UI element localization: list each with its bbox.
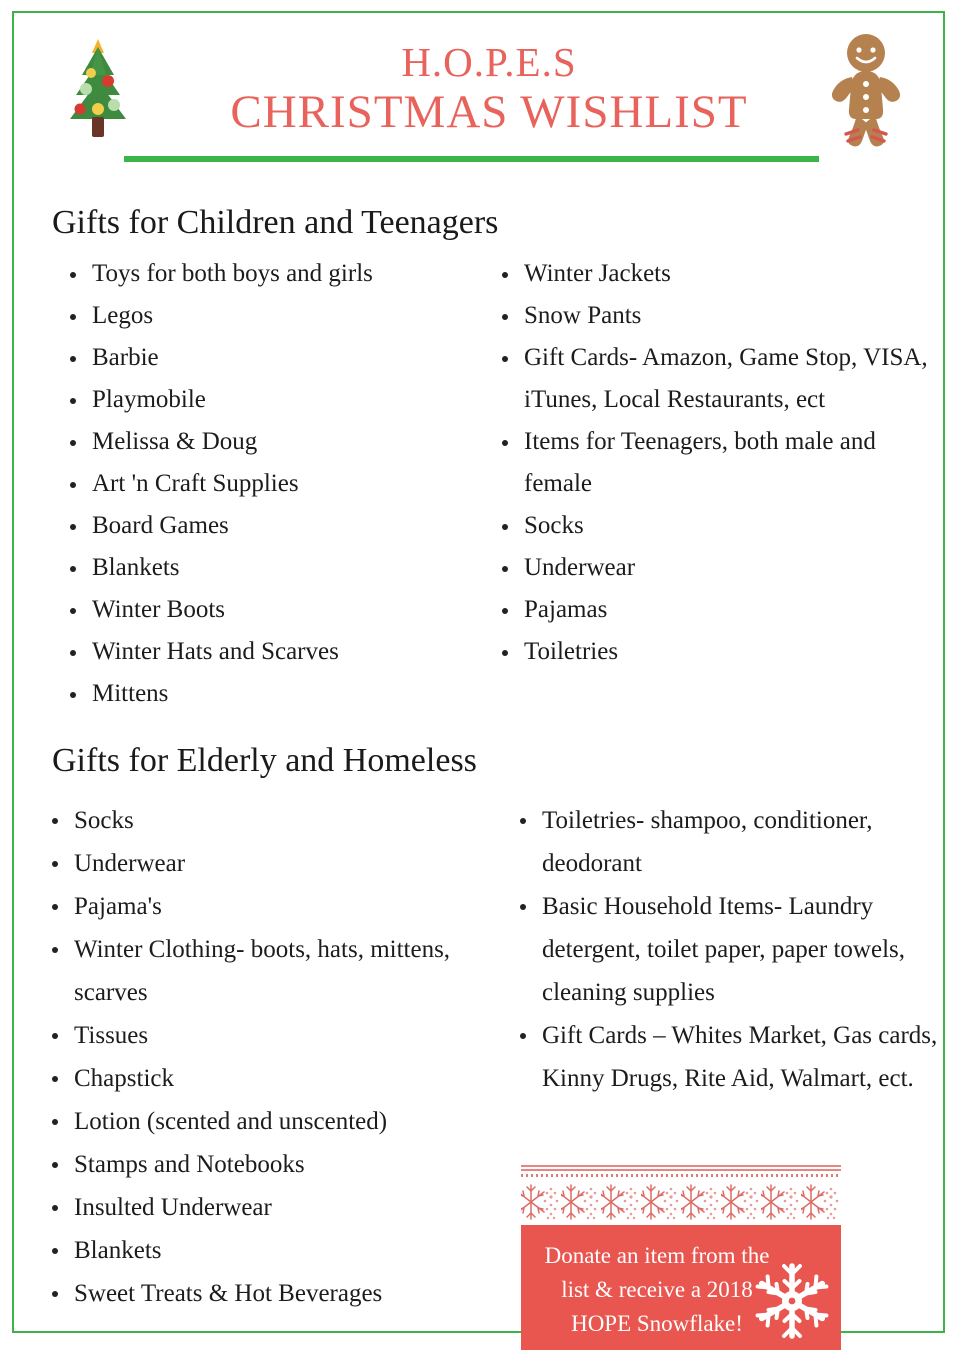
list-item: Items for Teenagers, both male and female (494, 421, 939, 505)
list-item: Snow Pants (494, 295, 939, 337)
list-item: Basic Household Items- Laundry detergent, toilet paper, paper towels, cleaning supplies (512, 885, 943, 1014)
list-item: Barbie (62, 337, 484, 379)
column-left (14, 253, 484, 715)
list-item: Blankets (44, 1229, 494, 1272)
snowflake-icon (753, 1262, 831, 1340)
column-right (494, 799, 943, 1100)
list-item: Socks (494, 505, 939, 547)
column-right (484, 253, 939, 673)
list-item: Sweet Treats & Hot Beverages (44, 1272, 494, 1315)
list-item: Insulted Underwear (44, 1186, 494, 1229)
list-item: Underwear (494, 547, 939, 589)
wishlist-items-left (62, 253, 484, 715)
list-item: Toys for both boys and girls (62, 253, 484, 295)
header (14, 13, 943, 173)
donate-callout (521, 1163, 841, 1350)
list-item: Socks (44, 799, 494, 842)
list-item: Winter Hats and Scarves (62, 631, 484, 673)
column-left (14, 799, 494, 1315)
list-item: Pajamas (494, 589, 939, 631)
list-item: Art 'n Craft Supplies (62, 463, 484, 505)
donate-message: Donate an item from the list & receive a 2018 HOPE Snowflake! (544, 1243, 770, 1336)
list-item: Winter Jackets (494, 253, 939, 295)
section-heading: Gifts for Children and Teenagers (52, 204, 499, 241)
christmas-tree-icon (56, 33, 140, 143)
section-children-and-teenagers (14, 203, 943, 715)
list-item: Gift Cards – Whites Market, Gas cards, Kinny Drugs, Rite Aid, Walmart, ect. (512, 1014, 943, 1100)
wishlist-items-left (44, 799, 494, 1315)
list-item: Legos (62, 295, 484, 337)
list-item: Stamps and Notebooks (44, 1143, 494, 1186)
title-block (164, 39, 814, 139)
flyer-page (12, 11, 945, 1336)
wishlist-items-right (494, 253, 939, 673)
list-item: Blankets (62, 547, 484, 589)
section-columns (14, 243, 943, 715)
list-item: Winter Clothing- boots, hats, mittens, scarves (44, 928, 494, 1014)
section-heading: Gifts for Elderly and Homeless (52, 742, 477, 779)
list-item: Gift Cards- Amazon, Game Stop, VISA, iTunes, Local Restaurants, ect (494, 337, 939, 421)
list-item: Toiletries (494, 631, 939, 673)
snowflake-pattern-row (521, 1179, 841, 1225)
wishlist-items-right (512, 799, 943, 1100)
title-underline-rule (124, 156, 819, 162)
list-item: Board Games (62, 505, 484, 547)
page-title-line2: CHRISTMAS WISHLIST (230, 86, 748, 138)
list-item: Winter Boots (62, 589, 484, 631)
list-item: Pajama's (44, 885, 494, 928)
gingerbread-man-icon (826, 31, 906, 156)
list-item: Lotion (scented and unscented) (44, 1100, 494, 1143)
list-item: Underwear (44, 842, 494, 885)
list-item: Mittens (62, 673, 484, 715)
list-item: Toiletries- shampoo, conditioner, deodorant (512, 799, 943, 885)
page-title-line1: H.O.P.E.S (401, 39, 577, 85)
list-item: Chapstick (44, 1057, 494, 1100)
list-item: Melissa & Doug (62, 421, 484, 463)
donate-box (521, 1225, 841, 1350)
snowflake-pattern-band (521, 1163, 841, 1225)
list-item: Tissues (44, 1014, 494, 1057)
list-item: Playmobile (62, 379, 484, 421)
